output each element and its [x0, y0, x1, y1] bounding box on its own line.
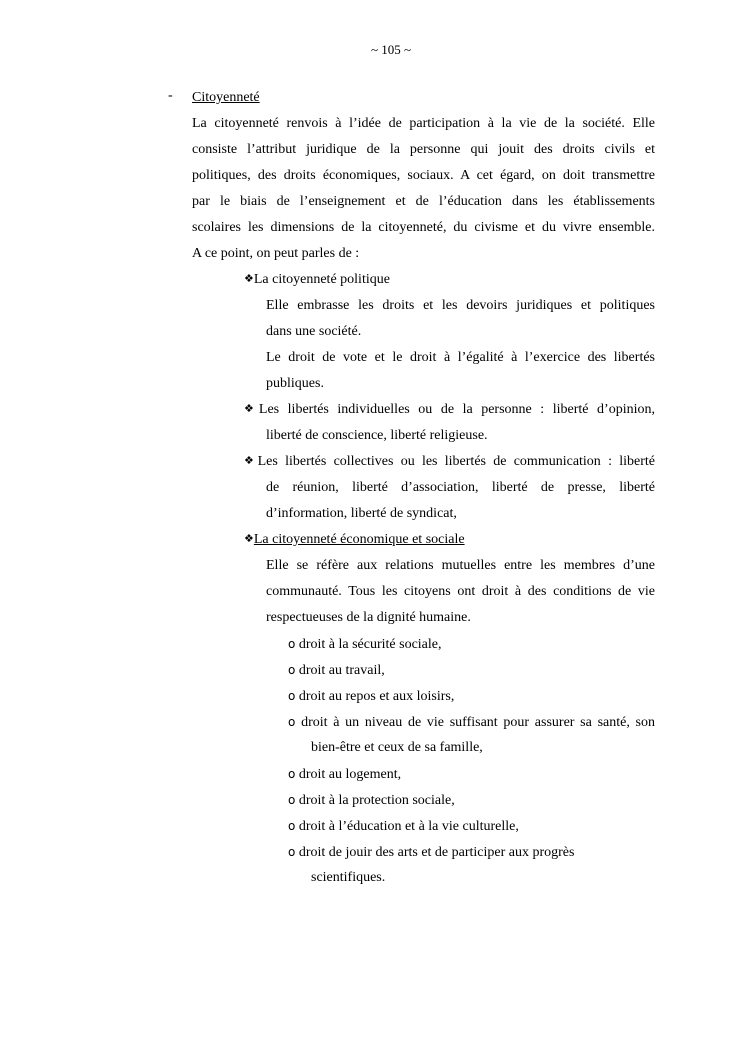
- circle-bullet-icon: o: [288, 767, 296, 781]
- right-item: o droit au travail,: [288, 663, 385, 678]
- bullet-heading-economique: [244, 530, 465, 550]
- intro-last-line: A ce point, on peut parles de :: [192, 246, 360, 261]
- bullet-heading-politique: [244, 270, 390, 290]
- circle-bullet-icon: o: [288, 689, 296, 703]
- intro-line: La citoyenneté renvois à l’idée de participation à la vie de la société. Elle: [192, 116, 655, 131]
- diamond-bullet-icon: ❖: [244, 402, 259, 415]
- right-item: o droit au repos et aux loisirs,: [288, 689, 455, 704]
- heading-text: La citoyenneté politique: [253, 272, 390, 287]
- politique-para1-line: Elle embrasse les droits et les devoirs juridiques et politiques: [266, 298, 655, 313]
- circle-bullet-icon: o: [288, 819, 296, 833]
- bullet-libertes-collectives: [244, 452, 655, 472]
- intro-line: consiste l’attribut juridique de la personne qui jouit des droits civils et: [192, 142, 655, 157]
- diamond-bullet-icon: ❖: [244, 454, 258, 467]
- diamond-bullet-icon: ❖: [244, 532, 254, 545]
- intro-line: par le biais de l’enseignement et de l’éducation dans les établissements: [192, 194, 655, 209]
- right-item: o droit de jouir des arts et de participer aux progrès: [288, 845, 575, 860]
- individuelles-last: liberté de conscience, liberté religieuse.: [266, 428, 488, 443]
- intro-line: scolaires les dimensions de la citoyenneté, du civisme et du vivre ensemble.: [192, 220, 655, 235]
- economique-para-last: respectueuses de la dignité humaine.: [266, 610, 471, 625]
- right-item: o droit au logement,: [288, 767, 402, 782]
- collectives-last: d’information, liberté de syndicat,: [266, 506, 457, 521]
- heading-text: La citoyenneté économique et sociale: [253, 532, 465, 547]
- right-item-continuation: scientifiques.: [311, 870, 386, 885]
- politique-para2-line: Le droit de vote et le droit à l’égalité à l’exercice des libertés: [266, 350, 655, 365]
- page-number: ~ 105 ~: [370, 42, 412, 57]
- right-item: o droit à la protection sociale,: [288, 793, 455, 808]
- circle-bullet-icon: o: [288, 845, 296, 859]
- item-text: Les libertés individuelles ou de la personne : liberté d’opinion,: [258, 402, 655, 417]
- right-item: o droit à la sécurité sociale,: [288, 637, 442, 652]
- right-item-continuation: bien-être et ceux de sa famille,: [311, 740, 483, 755]
- bullet-libertes-individuelles: [244, 400, 655, 420]
- right-item: o droit à un niveau de vie suffisant pour assurer sa santé, son: [288, 715, 656, 730]
- diamond-bullet-icon: ❖: [244, 272, 254, 285]
- right-item: o droit à l’éducation et à la vie culturelle,: [288, 819, 519, 834]
- circle-bullet-icon: o: [288, 715, 296, 729]
- economique-para-line: Elle se réfère aux relations mutuelles entre les membres d’une: [266, 558, 655, 573]
- circle-bullet-icon: o: [288, 663, 296, 677]
- politique-para1-last: dans une société.: [266, 324, 362, 339]
- section-title: Citoyenneté: [192, 90, 260, 105]
- intro-line: politiques, des droits économiques, sociaux. A cet égard, on doit transmettre: [192, 168, 655, 183]
- item-text: Les libertés collectives ou les libertés de communication : liberté: [257, 454, 655, 469]
- list-dash: -: [168, 88, 173, 103]
- politique-para2-last: publiques.: [266, 376, 324, 391]
- circle-bullet-icon: o: [288, 637, 296, 651]
- economique-para-line: communauté. Tous les citoyens ont droit à des conditions de vie: [266, 584, 655, 599]
- circle-bullet-icon: o: [288, 793, 296, 807]
- collectives-mid: de réunion, liberté d’association, liberté de presse, liberté: [266, 480, 655, 495]
